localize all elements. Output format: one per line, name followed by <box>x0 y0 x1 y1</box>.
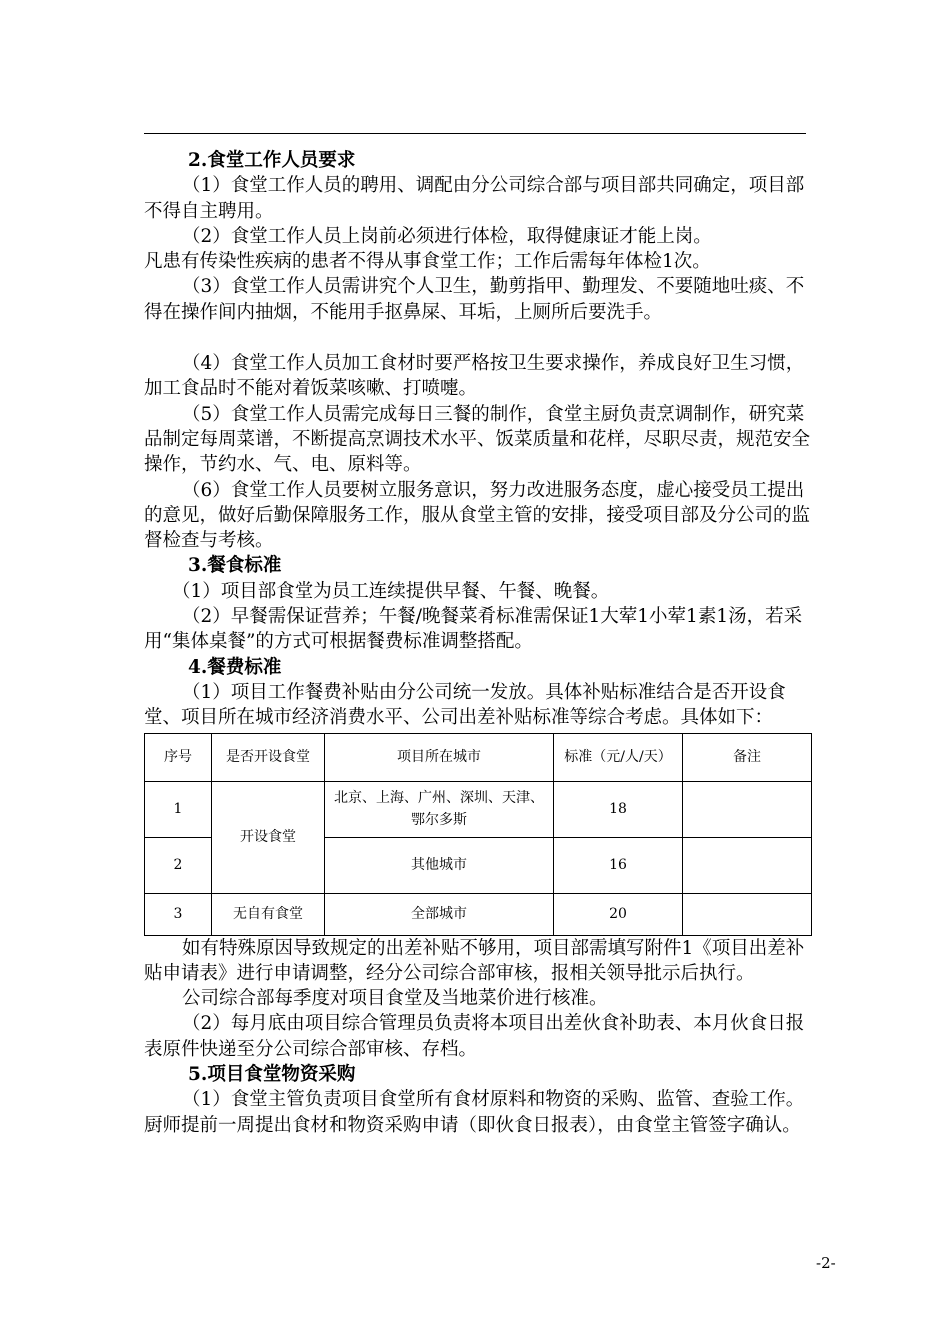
table-header-cell: 备注 <box>683 733 812 781</box>
table-cell-standard: 20 <box>554 893 683 935</box>
table-header-cell: 标准（元/人/天） <box>554 733 683 781</box>
table-cell-no: 2 <box>145 837 212 893</box>
table-cell-city: 北京、上海、广州、深圳、天津、鄂尔多斯 <box>325 781 554 837</box>
table-header-cell: 项目所在城市 <box>325 733 554 781</box>
table-cell-note <box>683 781 812 837</box>
section-2-para-2a: （2）食堂工作人员上岗前必须进行体检，取得健康证才能上岗。 <box>182 225 712 247</box>
section-2-para-2b: 凡患有传染性疾病的患者不得从事食堂工作；工作后需每年体检1次。 <box>144 251 711 273</box>
table-cell-canteen-group: 开设食堂 <box>212 781 325 893</box>
table-row <box>145 893 812 935</box>
table-cell-note <box>683 893 812 935</box>
section-2-para-1: （1）食堂工作人员的聘用、调配由分公司综合部与项目部共同确定，项目部不得自主聘用。 <box>144 175 805 222</box>
section-2-title: 2.食堂工作人员要求 <box>188 150 356 171</box>
section-4-para-1: （1）项目工作餐费补贴由分公司统一发放。具体补贴标准结合是否开设食堂、项目所在城市经济消费水平、公司出差补贴标准等综合考虑。具体如下： <box>144 681 786 729</box>
section-4-after-table-1: 如有特殊原因导致规定的出差补贴不够用，项目部需填写附件1《项目出差补贴申请表》进行申请调整，经分公司综合部审核，报相关领导批示后执行。 <box>144 937 805 984</box>
section-2-para-5: （5）食堂工作人员需完成每日三餐的制作，食堂主厨负责烹调制作，研究菜品制定每周菜谱，不断提高烹调技术水平、饭菜质量和花样，尽职尽责，规范安全操作，节约水、气、电、原料等。 <box>144 403 811 476</box>
section-3-para-2: （2）早餐需保证营养；午餐/晚餐菜肴标准需保证1大荤1小荤1素1汤，若采用“集体桌餐”的方式可根据餐费标准调整搭配。 <box>144 606 803 653</box>
table-cell-city: 其他城市 <box>325 837 554 893</box>
section-5-title: 5.项目食堂物资采购 <box>188 1064 356 1086</box>
table-header-cell: 序号 <box>145 733 212 781</box>
table-header-row <box>145 733 812 781</box>
section-5-para-1: （1）食堂主管负责项目食堂所有食材原料和物资的采购、监管、查验工作。厨师提前一周提出食材和物资采购申请（即伙食日报表），由食堂主管签字确认。 <box>144 1089 805 1136</box>
meal-fee-table <box>144 733 812 936</box>
section-3-para-1: （1）项目部食堂为员工连续提供早餐、午餐、晚餐。 <box>172 580 610 602</box>
table-cell-no: 1 <box>145 781 212 837</box>
table-cell-no: 3 <box>145 893 212 935</box>
section-4-para-2: （2）每月底由项目综合管理员负责将本项目出差伙食补助表、本月伙食日报表原件快递至分公司综合部审核、存档。 <box>144 1013 805 1060</box>
table-cell-standard: 18 <box>554 781 683 837</box>
section-2-para-6: （6）食堂工作人员要树立服务意识，努力改进服务态度，虚心接受员工提出的意见，做好后勤保障服务工作，服从食堂主管的安排，接受项目部及分公司的监督检查与考核。 <box>144 479 811 552</box>
section-2-para-4: （4）食堂工作人员加工食材时要严格按卫生要求操作，养成良好卫生习惯，加工食品时不能对着饭菜咳嗽、打喷嚏。 <box>144 353 805 400</box>
header-rule <box>144 133 806 134</box>
document-body <box>144 148 816 1138</box>
section-4-title: 4.餐费标准 <box>188 656 282 678</box>
table-header-cell: 是否开设食堂 <box>212 733 325 781</box>
table-cell-canteen: 无自有食堂 <box>212 893 325 935</box>
section-3-title: 3.餐食标准 <box>188 555 282 577</box>
table-cell-standard: 16 <box>554 837 683 893</box>
table-cell-note <box>683 837 812 893</box>
table-cell-city: 全部城市 <box>325 893 554 935</box>
section-4-after-table-2: 公司综合部每季度对项目食堂及当地菜价进行核准。 <box>182 988 608 1010</box>
table-row <box>145 781 812 837</box>
page-number: -2- <box>816 1254 836 1272</box>
section-2-para-3: （3）食堂工作人员需讲究个人卫生，勤剪指甲、勤理发、不要随地吐痰、不得在操作间内抽烟，不能用手抠鼻屎、耳垢，上厕所后要洗手。 <box>144 276 805 323</box>
